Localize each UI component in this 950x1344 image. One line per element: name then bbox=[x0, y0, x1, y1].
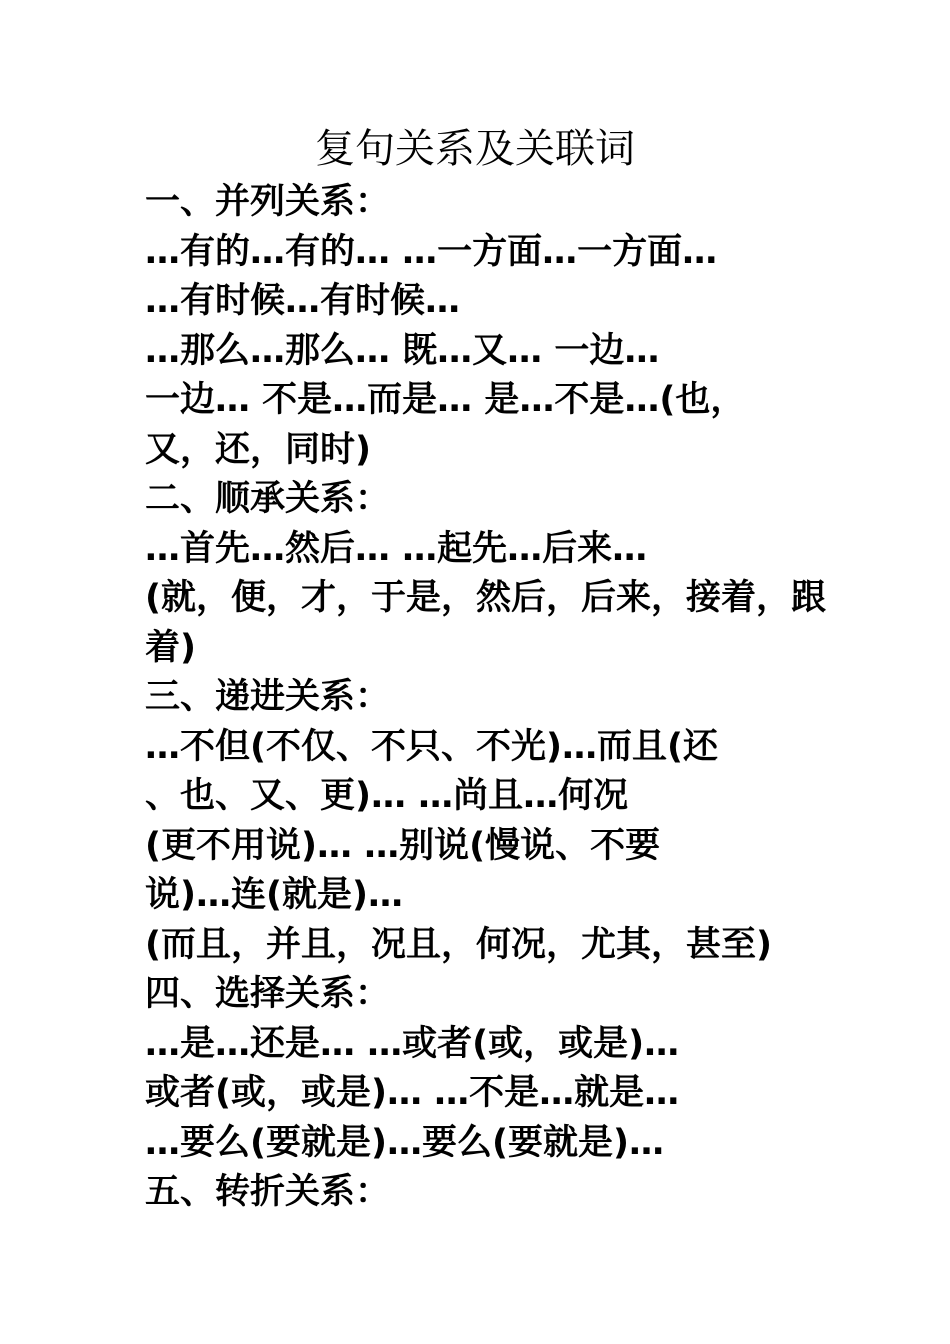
text-line: …那么…那么… 既…又… 一边… bbox=[145, 330, 660, 371]
section-heading-sequential: 二、顺承关系： bbox=[145, 479, 391, 519]
text-line: 着) bbox=[145, 627, 196, 668]
text-line: (而且，并且，况且，何况，尤其，甚至) bbox=[145, 924, 772, 965]
text-line: 又，还，同时) bbox=[145, 429, 371, 470]
text-line: …有时候…有时候… bbox=[145, 281, 461, 321]
document-body bbox=[145, 178, 826, 1218]
section-heading-parallel: 一、并列关系： bbox=[145, 182, 391, 222]
text-line: …不但(不仅、不只、不光)…而且(还 bbox=[145, 726, 718, 767]
text-line: 一边… 不是…而是… 是…不是…(也， bbox=[145, 380, 746, 420]
document-title: 复句关系及关联词 bbox=[315, 126, 635, 172]
text-line: (就，便，才，于是，然后，后来，接着，跟 bbox=[145, 578, 826, 618]
text-line: 、也、又、更)… …尚且…何况 bbox=[145, 776, 629, 816]
text-line: …是…还是… …或者(或，或是)… bbox=[145, 1023, 680, 1064]
text-line: …要么(要就是)…要么(要就是)… bbox=[145, 1122, 664, 1163]
text-line: …首先…然后… …起先…后来… bbox=[145, 528, 648, 569]
text-line: (更不用说)… …别说(慢说、不要 bbox=[145, 825, 661, 866]
section-heading-choice: 四、选择关系： bbox=[145, 974, 391, 1014]
text-line: 或者(或，或是)… …不是…就是… bbox=[145, 1073, 680, 1113]
text-line: …有的…有的… …一方面…一方面… bbox=[145, 231, 718, 272]
section-heading-progressive: 三、递进关系： bbox=[145, 677, 391, 717]
text-line: 说)…连(就是)… bbox=[145, 875, 403, 915]
section-heading-adversative: 五、转折关系： bbox=[145, 1172, 391, 1212]
